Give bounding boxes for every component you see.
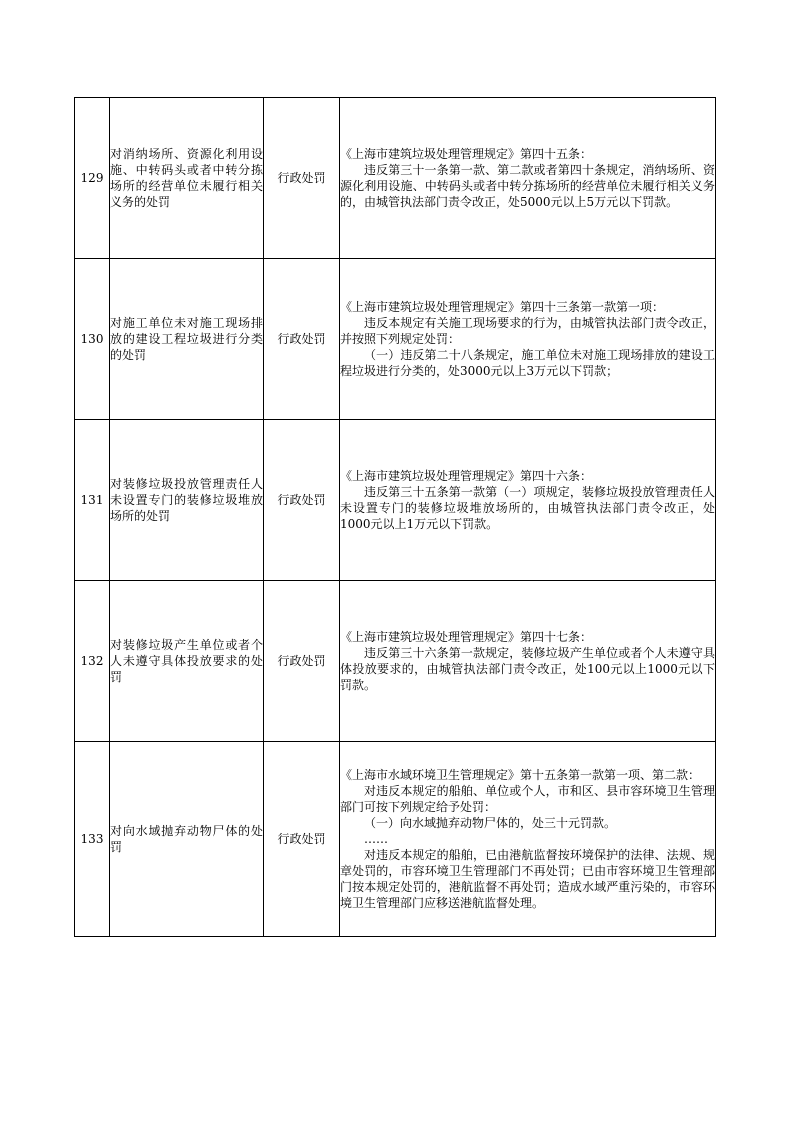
item-number: 129 xyxy=(75,98,110,259)
item-name-text: 对施工单位未对施工现场排放的建设工程垃圾进行分类的处罚 xyxy=(110,316,263,362)
table-row xyxy=(75,420,716,581)
basis-citation: 《上海市建筑垃圾处理管理规定》第四十七条： xyxy=(340,630,593,644)
item-legal-basis xyxy=(340,742,716,937)
item-name xyxy=(110,259,264,420)
basis-paragraph: 违反第三十六条第一款规定，装修垃圾产生单位或者个人未遵守具体投放要求的，由城管执法部门责令改正，处100元以上1000元以下罚款。 xyxy=(340,646,715,692)
item-legal-basis xyxy=(340,420,716,581)
item-legal-basis xyxy=(340,98,716,259)
basis-citation: 《上海市建筑垃圾处理管理规定》第四十六条： xyxy=(340,469,593,483)
basis-paragraph: （一）向水域抛弃动物尸体的，处三十元罚款。 xyxy=(364,816,617,830)
enforcement-table xyxy=(74,97,716,937)
basis-paragraph: （一）违反第二十八条规定，施工单位未对施工现场排放的建设工程垃圾进行分类的，处3000元以上3万元以下罚款； xyxy=(340,348,715,378)
basis-paragraph: 对违反本规定的船舶、单位或个人，市和区、县市容环境卫生管理部门可按下列规定给予处罚： xyxy=(340,784,715,814)
item-type: 行政处罚 xyxy=(264,420,340,581)
item-legal-basis xyxy=(340,259,716,420)
item-type: 行政处罚 xyxy=(264,259,340,420)
item-type: 行政处罚 xyxy=(264,581,340,742)
item-name xyxy=(110,581,264,742)
basis-paragraph: 违反第三十五条第一款第（一）项规定，装修垃圾投放管理责任人未设置专门的装修垃圾堆放场所的，由城管执法部门责令改正，处1000元以上1万元以下罚款。 xyxy=(340,485,715,531)
item-name-text: 对向水域抛弃动物尸体的处罚 xyxy=(110,824,263,854)
item-number: 133 xyxy=(75,742,110,937)
table-row xyxy=(75,98,716,259)
item-name-text: 对消纳场所、资源化利用设施、中转码头或者中转分拣场所的经营单位未履行相关义务的处罚 xyxy=(110,147,263,209)
item-legal-basis xyxy=(340,581,716,742)
item-number: 131 xyxy=(75,420,110,581)
basis-paragraph: 违反本规定有关施工现场要求的行为，由城管执法部门责令改正，并按照下列规定处罚： xyxy=(340,316,715,346)
item-name xyxy=(110,98,264,259)
basis-citation: 《上海市水域环境卫生管理规定》第十五条第一款第一项、第二款： xyxy=(340,768,701,782)
basis-citation: 《上海市建筑垃圾处理管理规定》第四十三条第一款第一项： xyxy=(340,300,665,314)
item-number: 130 xyxy=(75,259,110,420)
item-name xyxy=(110,420,264,581)
item-type: 行政处罚 xyxy=(264,742,340,937)
table-row xyxy=(75,581,716,742)
item-name-text: 对装修垃圾产生单位或者个人未遵守具体投放要求的处罚 xyxy=(110,638,263,684)
table-row xyxy=(75,259,716,420)
table-row xyxy=(75,742,716,937)
basis-paragraph: 违反第三十一条第一款、第二款或者第四十条规定，消纳场所、资源化利用设施、中转码头或者中转分拣场所的经营单位未履行相关义务的，由城管执法部门责令改正，处5000元以上5万元以下罚款。 xyxy=(340,163,715,209)
item-type: 行政处罚 xyxy=(264,98,340,259)
item-number: 132 xyxy=(75,581,110,742)
item-name xyxy=(110,742,264,937)
basis-ellipsis: …… xyxy=(364,832,388,846)
item-name-text: 对装修垃圾投放管理责任人未设置专门的装修垃圾堆放场所的处罚 xyxy=(110,477,263,523)
basis-paragraph: 对违反本规定的船舶，已由港航监督按环境保护的法律、法规、规章处罚的，市容环境卫生管理部门不再处罚；已由市容环境卫生管理部门按本规定处罚的，港航监督不再处罚；造成水域严重污染的，市容环境卫生管理部门应移送港航监督处理。 xyxy=(340,848,715,910)
basis-citation: 《上海市建筑垃圾处理管理规定》第四十五条： xyxy=(340,147,593,161)
